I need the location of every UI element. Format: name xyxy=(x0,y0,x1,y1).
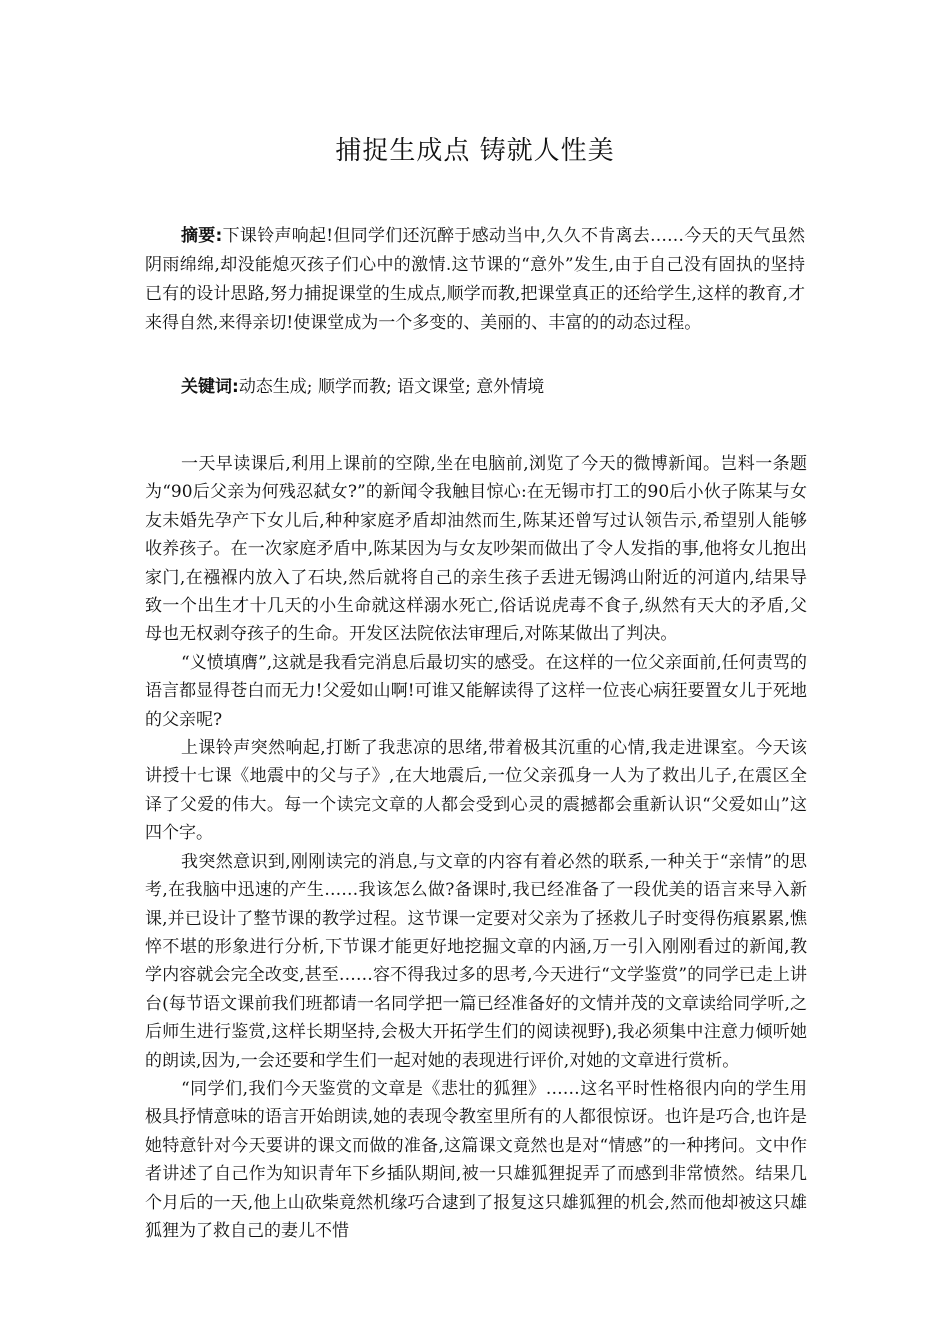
body-paragraph: 一天早读课后,利用上课前的空隙,坐在电脑前,浏览了今天的微博新闻。岂料一条题为“90后父亲为何残忍弑女?”的新闻令我触目惊心:在无锡市打工的90后小伙子陈某与女友未婚先孕产下女儿后,种种家庭矛盾却油然而生,陈某还曾写过认领告示,希望别人能够收养孩子。在一次家庭矛盾中,陈某因为与女友吵架而做出了令人发指的事,他将女儿抱出家门,在襁褓内放入了石块,然后就将自己的亲生孩子丢进无锡鸿山附近的河道内,结果导致一个出生才十几天的小生命就这样溺水死亡,俗话说虎毒不食子,纵然有天大的矛盾,父母也无权剥夺孩子的生命。开发区法院依法审理后,对陈某做出了判决。 xyxy=(145,454,807,645)
abstract-text: 下课铃声响起!但同学们还沉醉于感动当中,久久不肯离去……今天的天气虽然阴雨绵绵,却没能熄灭孩子们心中的激情.这节课的“意外”发生,由于自己没有固执的坚持已有的设计思路,努力捕捉课堂的生成点,顺学而教,把课堂真正的还给学生,这样的教育,才来得自然,来得亲切!使课堂成为一个多变的、美丽的、丰富的的动态过程。 xyxy=(145,226,805,333)
document-title: 捕捉生成点 铸就人性美 xyxy=(335,136,615,166)
body-text xyxy=(145,450,807,1245)
keywords-text: 动态生成; 顺学而教; 语文课堂; 意外情境 xyxy=(238,377,545,397)
body-paragraph: “同学们,我们今天鉴赏的文章是《悲壮的狐狸》……这名平时性格很内向的学生用极具抒情意味的语言开始朗读,她的表现令教室里所有的人都很惊讶。也许是巧合,也许是她特意针对今天要讲的课文而做的准备,这篇课文竟然也是对“情感”的一种拷问。文中作者讲述了自己作为知识青年下乡插队期间,被一只雄狐狸捉弄了而感到非常愤然。结果几个月后的一天,他上山砍柴竟然机缘巧合逮到了报复这只雄狐狸的机会,然而他却被这只雄狐狸为了救自己的妻儿不惜 xyxy=(145,1078,807,1241)
abstract-section xyxy=(145,222,805,338)
abstract-label: 摘要: xyxy=(181,226,223,246)
keywords-label: 关键词: xyxy=(181,377,239,397)
keywords-section xyxy=(181,373,544,402)
body-paragraph: “义愤填膺”,这就是我看完消息后最切实的感受。在这样的一位父亲面前,任何责骂的语言都显得苍白而无力!父爱如山啊!可谁又能解读得了这样一位丧心病狂要置女儿于死地的父亲呢? xyxy=(145,652,807,730)
body-paragraph: 上课铃声突然响起,打断了我悲凉的思绪,带着极其沉重的心情,我走进课室。今天该讲授十七课《地震中的父与子》,在大地震后,一位父亲孤身一人为了救出儿子,在震区全译了父爱的伟大。每一个读完文章的人都会受到心灵的震撼都会重新认识“父爱如山”这四个字。 xyxy=(145,738,807,844)
body-paragraph: 我突然意识到,刚刚读完的消息,与文章的内容有着必然的联系,一种关于“亲情”的思考,在我脑中迅速的产生……我该怎么做?备课时,我已经准备了一段优美的语言来导入新课,并已设计了整节课的教学过程。这节课一定要对父亲为了拯救儿子时变得伤痕累累,憔悴不堪的形象进行分析,下节课才能更好地挖掘文章的内涵,万一引入刚刚看过的新闻,教学内容就会完全改变,甚至……容不得我过多的思考,今天进行“文学鉴赏”的同学已走上讲台(每节语文课前我们班都请一名同学把一篇已经准备好的文情并茂的文章读给同学听,之后师生进行鉴赏,这样长期坚持,会极大开拓学生们的阅读视野),我必须集中注意力倾听她的朗读,因为,一会还要和学生们一起对她的表现进行评价,对她的文章进行赏析。 xyxy=(145,851,807,1071)
